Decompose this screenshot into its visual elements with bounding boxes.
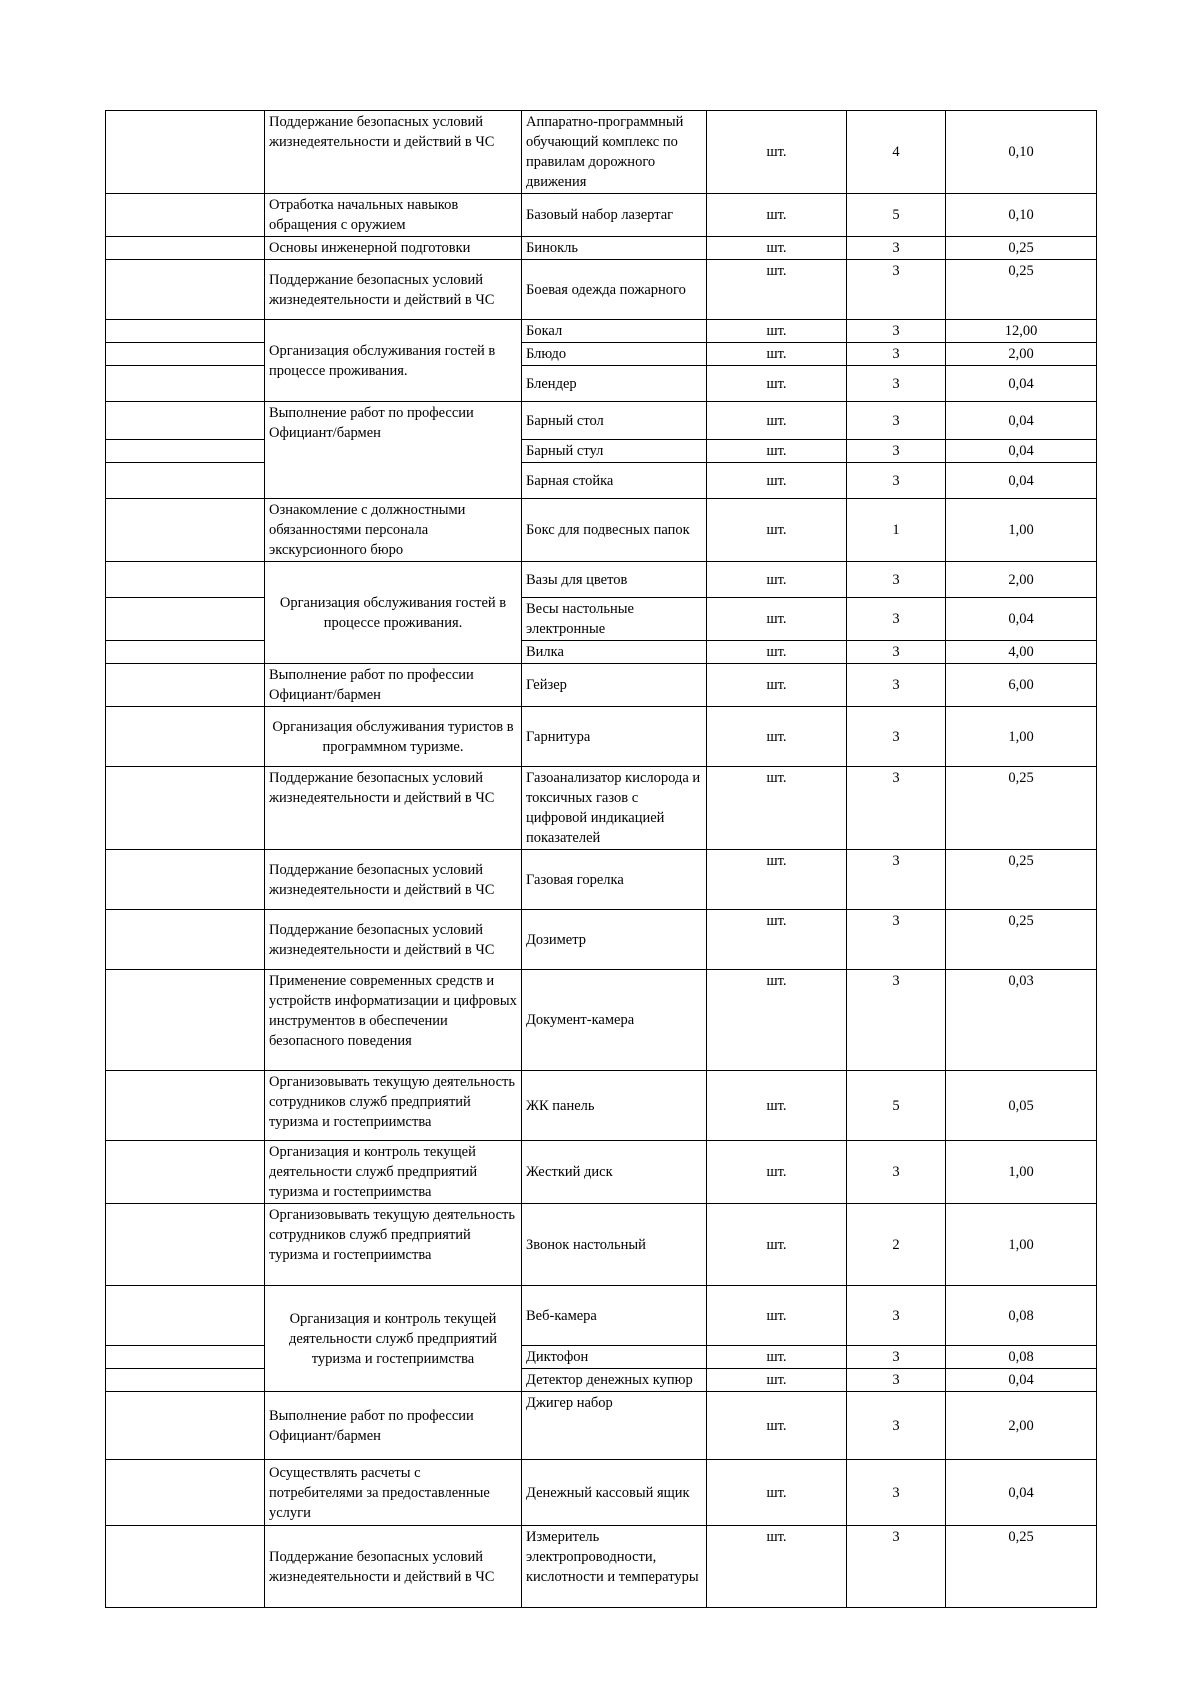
unit-cell: шт.	[707, 402, 847, 440]
unit-cell: шт.	[707, 343, 847, 366]
item-cell: Бинокль	[522, 237, 707, 260]
qty-cell: 3	[847, 1346, 946, 1369]
item-cell: Денежный кассовый ящик	[522, 1460, 707, 1526]
item-cell: Дозиметр	[522, 910, 707, 970]
table-row	[106, 320, 1097, 343]
activity-cell: Организация и контроль текущей деятельности служб предприятий туризма и гостеприимства	[265, 1286, 522, 1392]
table-row	[106, 910, 1097, 970]
norm-cell: 0,25	[946, 260, 1097, 320]
norm-cell: 2,00	[946, 1392, 1097, 1460]
empty-cell	[106, 1369, 265, 1392]
unit-cell: шт.	[707, 1204, 847, 1286]
qty-cell: 4	[847, 111, 946, 194]
activity-cell: Выполнение работ по профессии Официант/бармен	[265, 1392, 522, 1460]
empty-cell	[106, 1460, 265, 1526]
item-cell: ЖК панель	[522, 1071, 707, 1141]
empty-cell	[106, 1141, 265, 1204]
qty-cell: 3	[847, 910, 946, 970]
qty-cell: 3	[847, 1369, 946, 1392]
table-row	[106, 1071, 1097, 1141]
activity-cell: Организация обслуживания туристов в программном туризме.	[265, 707, 522, 767]
table-row	[106, 1369, 1097, 1392]
empty-cell	[106, 440, 265, 463]
norm-cell: 0,25	[946, 850, 1097, 910]
activity-cell: Организация обслуживания гостей в процессе проживания.	[265, 320, 522, 402]
unit-cell: шт.	[707, 366, 847, 402]
empty-cell	[106, 767, 265, 850]
qty-cell: 3	[847, 440, 946, 463]
item-cell: Звонок настольный	[522, 1204, 707, 1286]
item-cell: Боевая одежда пожарного	[522, 260, 707, 320]
unit-cell: шт.	[707, 1392, 847, 1460]
activity-cell: Поддержание безопасных условий жизнедеятельности и действий в ЧС	[265, 260, 522, 320]
qty-cell: 3	[847, 767, 946, 850]
table-row	[106, 1286, 1097, 1346]
item-cell: Аппаратно-программный обучающий комплекс по правилам дорожного движения	[522, 111, 707, 194]
item-cell: Бокал	[522, 320, 707, 343]
empty-cell	[106, 910, 265, 970]
unit-cell: шт.	[707, 1526, 847, 1608]
qty-cell: 3	[847, 320, 946, 343]
qty-cell: 3	[847, 562, 946, 598]
unit-cell: шт.	[707, 1071, 847, 1141]
item-cell: Детектор денежных купюр	[522, 1369, 707, 1392]
table-row	[106, 111, 1097, 194]
qty-cell: 3	[847, 641, 946, 664]
item-cell: Документ-камера	[522, 970, 707, 1071]
unit-cell: шт.	[707, 850, 847, 910]
unit-cell: шт.	[707, 598, 847, 641]
empty-cell	[106, 970, 265, 1071]
empty-cell	[106, 1204, 265, 1286]
empty-cell	[106, 111, 265, 194]
item-cell: Барный стул	[522, 440, 707, 463]
unit-cell: шт.	[707, 1369, 847, 1392]
unit-cell: шт.	[707, 194, 847, 237]
unit-cell: шт.	[707, 1460, 847, 1526]
empty-cell	[106, 320, 265, 343]
item-cell: Гарнитура	[522, 707, 707, 767]
qty-cell: 3	[847, 1141, 946, 1204]
qty-cell: 3	[847, 343, 946, 366]
norm-cell: 2,00	[946, 562, 1097, 598]
table-row	[106, 343, 1097, 366]
empty-cell	[106, 402, 265, 440]
qty-cell: 3	[847, 1460, 946, 1526]
empty-cell	[106, 463, 265, 499]
unit-cell: шт.	[707, 440, 847, 463]
norm-cell: 1,00	[946, 499, 1097, 562]
item-cell: Газовая горелка	[522, 850, 707, 910]
norm-cell: 0,05	[946, 1071, 1097, 1141]
qty-cell: 3	[847, 1286, 946, 1346]
table-row	[106, 1460, 1097, 1526]
unit-cell: шт.	[707, 1286, 847, 1346]
table-row	[106, 767, 1097, 850]
activity-cell: Поддержание безопасных условий жизнедеятельности и действий в ЧС	[265, 767, 522, 850]
empty-cell	[106, 850, 265, 910]
qty-cell: 1	[847, 499, 946, 562]
item-cell: Весы настольные электронные	[522, 598, 707, 641]
qty-cell: 3	[847, 850, 946, 910]
unit-cell: шт.	[707, 1346, 847, 1369]
activity-cell: Поддержание безопасных условий жизнедеятельности и действий в ЧС	[265, 1526, 522, 1608]
item-cell: Базовый набор лазертаг	[522, 194, 707, 237]
norm-cell: 0,04	[946, 463, 1097, 499]
table-row	[106, 194, 1097, 237]
empty-cell	[106, 641, 265, 664]
norm-cell: 0,04	[946, 440, 1097, 463]
item-cell: Веб-камера	[522, 1286, 707, 1346]
qty-cell: 3	[847, 463, 946, 499]
activity-cell: Отработка начальных навыков обращения с оружием	[265, 194, 522, 237]
empty-cell	[106, 1346, 265, 1369]
table-row	[106, 1346, 1097, 1369]
norm-cell: 1,00	[946, 1204, 1097, 1286]
table-row	[106, 707, 1097, 767]
activity-cell: Поддержание безопасных условий жизнедеятельности и действий в ЧС	[265, 910, 522, 970]
table-row	[106, 440, 1097, 463]
norm-cell: 6,00	[946, 664, 1097, 707]
norm-cell: 0,25	[946, 910, 1097, 970]
table-row	[106, 499, 1097, 562]
qty-cell: 3	[847, 664, 946, 707]
unit-cell: шт.	[707, 111, 847, 194]
empty-cell	[106, 707, 265, 767]
activity-cell: Организовывать текущую деятельность сотрудников служб предприятий туризма и гостеприимства	[265, 1204, 522, 1286]
empty-cell	[106, 499, 265, 562]
norm-cell: 0,10	[946, 111, 1097, 194]
norm-cell: 0,25	[946, 1526, 1097, 1608]
norm-cell: 0,10	[946, 194, 1097, 237]
table-row	[106, 1141, 1097, 1204]
qty-cell: 3	[847, 260, 946, 320]
item-cell: Джигер набор	[522, 1392, 707, 1460]
unit-cell: шт.	[707, 260, 847, 320]
table-row	[106, 1392, 1097, 1460]
activity-cell: Поддержание безопасных условий жизнедеятельности и действий в ЧС	[265, 850, 522, 910]
empty-cell	[106, 598, 265, 641]
empty-cell	[106, 366, 265, 402]
unit-cell: шт.	[707, 237, 847, 260]
empty-cell	[106, 1071, 265, 1141]
unit-cell: шт.	[707, 320, 847, 343]
unit-cell: шт.	[707, 562, 847, 598]
table-row	[106, 402, 1097, 440]
table-row	[106, 237, 1097, 260]
item-cell: Жесткий диск	[522, 1141, 707, 1204]
norm-cell: 4,00	[946, 641, 1097, 664]
qty-cell: 3	[847, 707, 946, 767]
table-row	[106, 366, 1097, 402]
qty-cell: 3	[847, 366, 946, 402]
norm-cell: 0,04	[946, 366, 1097, 402]
item-cell: Блендер	[522, 366, 707, 402]
qty-cell: 5	[847, 194, 946, 237]
unit-cell: шт.	[707, 664, 847, 707]
norm-cell: 0,04	[946, 402, 1097, 440]
table-row	[106, 463, 1097, 499]
empty-cell	[106, 1286, 265, 1346]
table-row	[106, 641, 1097, 664]
norm-cell: 0,25	[946, 237, 1097, 260]
qty-cell: 2	[847, 1204, 946, 1286]
qty-cell: 3	[847, 402, 946, 440]
table-row	[106, 970, 1097, 1071]
unit-cell: шт.	[707, 767, 847, 850]
table-row	[106, 1526, 1097, 1608]
item-cell: Диктофон	[522, 1346, 707, 1369]
equipment-table	[105, 110, 1097, 1608]
activity-cell: Основы инженерной подготовки	[265, 237, 522, 260]
qty-cell: 3	[847, 970, 946, 1071]
activity-cell: Организация и контроль текущей деятельности служб предприятий туризма и гостеприимства	[265, 1141, 522, 1204]
activity-cell: Выполнение работ по профессии Официант/бармен	[265, 664, 522, 707]
table-row	[106, 598, 1097, 641]
unit-cell: шт.	[707, 910, 847, 970]
table-row	[106, 850, 1097, 910]
unit-cell: шт.	[707, 499, 847, 562]
norm-cell: 12,00	[946, 320, 1097, 343]
qty-cell: 3	[847, 1392, 946, 1460]
qty-cell: 3	[847, 598, 946, 641]
activity-cell: Осуществлять расчеты с потребителями за предоставленные услуги	[265, 1460, 522, 1526]
activity-cell: Применение современных средств и устройств информатизации и цифровых инструментов в обеспечении безопасного поведения	[265, 970, 522, 1071]
norm-cell: 0,03	[946, 970, 1097, 1071]
item-cell: Гейзер	[522, 664, 707, 707]
activity-cell: Поддержание безопасных условий жизнедеятельности и действий в ЧС	[265, 111, 522, 194]
item-cell: Бокс для подвесных папок	[522, 499, 707, 562]
norm-cell: 1,00	[946, 707, 1097, 767]
qty-cell: 5	[847, 1071, 946, 1141]
item-cell: Блюдо	[522, 343, 707, 366]
empty-cell	[106, 194, 265, 237]
item-cell: Барная стойка	[522, 463, 707, 499]
empty-cell	[106, 237, 265, 260]
empty-cell	[106, 1526, 265, 1608]
item-cell: Барный стол	[522, 402, 707, 440]
activity-cell: Организовывать текущую деятельность сотрудников служб предприятий туризма и гостеприимства	[265, 1071, 522, 1141]
table-row	[106, 664, 1097, 707]
unit-cell: шт.	[707, 463, 847, 499]
norm-cell: 0,25	[946, 767, 1097, 850]
unit-cell: шт.	[707, 641, 847, 664]
empty-cell	[106, 562, 265, 598]
table-row	[106, 1204, 1097, 1286]
item-cell: Вилка	[522, 641, 707, 664]
empty-cell	[106, 260, 265, 320]
norm-cell: 2,00	[946, 343, 1097, 366]
item-cell: Вазы для цветов	[522, 562, 707, 598]
unit-cell: шт.	[707, 1141, 847, 1204]
unit-cell: шт.	[707, 707, 847, 767]
empty-cell	[106, 664, 265, 707]
empty-cell	[106, 343, 265, 366]
item-cell: Газоанализатор кислорода и токсичных газов с цифровой индикацией показателей	[522, 767, 707, 850]
norm-cell: 0,04	[946, 1460, 1097, 1526]
qty-cell: 3	[847, 237, 946, 260]
item-cell: Измеритель электропроводности, кислотности и температуры	[522, 1526, 707, 1608]
norm-cell: 0,04	[946, 1369, 1097, 1392]
table-row	[106, 260, 1097, 320]
qty-cell: 3	[847, 1526, 946, 1608]
norm-cell: 0,08	[946, 1346, 1097, 1369]
activity-cell: Организация обслуживания гостей в процессе проживания.	[265, 562, 522, 664]
norm-cell: 0,08	[946, 1286, 1097, 1346]
norm-cell: 0,04	[946, 598, 1097, 641]
unit-cell: шт.	[707, 970, 847, 1071]
norm-cell: 1,00	[946, 1141, 1097, 1204]
activity-cell: Ознакомление с должностными обязанностями персонала экскурсионного бюро	[265, 499, 522, 562]
table-row	[106, 562, 1097, 598]
empty-cell	[106, 1392, 265, 1460]
activity-cell: Выполнение работ по профессии Официант/бармен	[265, 402, 522, 499]
